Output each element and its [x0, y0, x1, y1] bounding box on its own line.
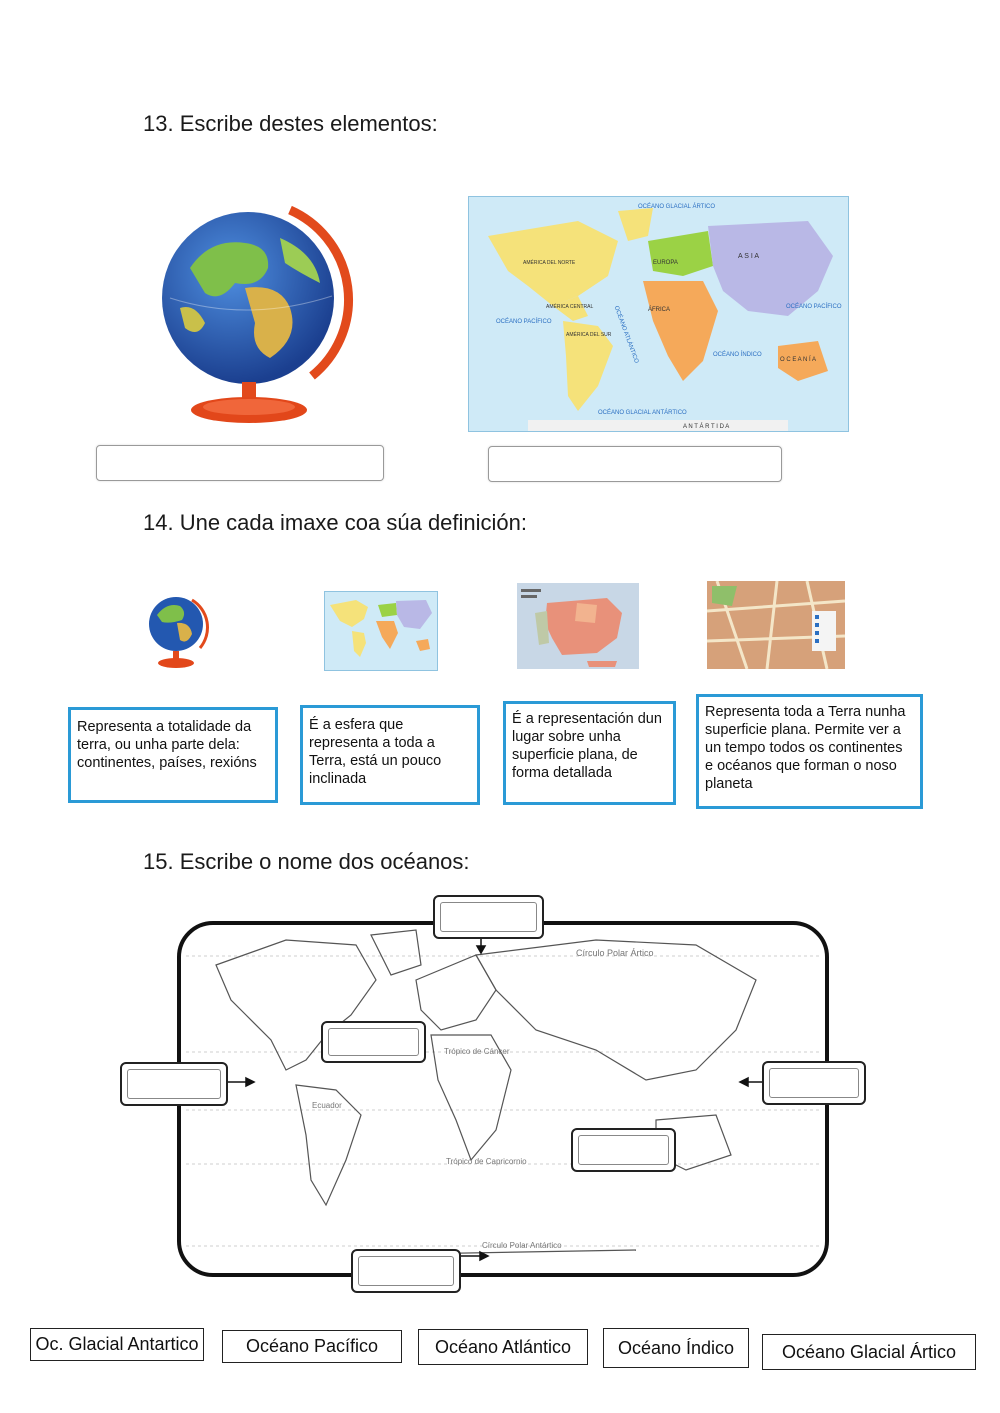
world-political-map: [468, 196, 850, 433]
line-label-cancer: Trópico de Cáncer: [444, 1047, 510, 1056]
map-label-oceania: O C E A N Í A: [780, 357, 817, 363]
ocean-input-field[interactable]: [769, 1068, 859, 1098]
definition-box-3[interactable]: É a representación dun lugar sobre unha superficie plana, de forma detallada: [503, 701, 676, 805]
ocean-chip-indico[interactable]: Océano Índico: [603, 1328, 749, 1368]
answer-input-map[interactable]: [488, 446, 782, 482]
ocean-input-pacifico-e[interactable]: [762, 1061, 866, 1105]
map-label-antartida: A N T Á R T I D A: [683, 424, 730, 430]
heading-15: 15. Escribe o nome dos océanos:: [143, 849, 470, 874]
map-label-america-central: AMÉRICA CENTRAL: [546, 304, 594, 310]
heading-13: 13. Escribe destes elementos:: [143, 111, 438, 136]
ocean-chip-atlantico[interactable]: Océano Atlántico: [418, 1329, 588, 1365]
definition-box-4[interactable]: Representa toda a Terra nunha superficie plana. Permite ver a un tempo todos os continentes e océanos que forman o noso planeta: [696, 694, 923, 809]
ocean-input-antartico[interactable]: [351, 1249, 461, 1293]
ocean-input-artico[interactable]: [433, 895, 544, 939]
line-label-capricornio: Trópico de Capricornio: [446, 1157, 527, 1166]
ocean-input-field[interactable]: [127, 1069, 221, 1099]
map-label-atlantico: OCÉANO ATLÁNTICO: [612, 305, 640, 365]
definition-box-2[interactable]: É a esfera que representa a toda a Terra, está un pouco inclinada: [300, 705, 480, 805]
map-label-glacial-antartico: OCÉANO GLACIAL ANTÁRTICO: [598, 410, 687, 416]
answer-input-globe[interactable]: [96, 445, 384, 481]
line-label-polar-antartico: Círculo Polar Antártico: [482, 1241, 562, 1250]
ocean-chip-antartico[interactable]: Oc. Glacial Antartico: [30, 1328, 204, 1361]
ocean-input-field[interactable]: [578, 1135, 669, 1165]
ocean-input-atlantico[interactable]: [321, 1021, 426, 1063]
globe-image: [150, 198, 370, 433]
ocean-input-pacifico-w[interactable]: [120, 1062, 228, 1106]
ocean-input-field[interactable]: [440, 902, 537, 932]
ocean-chip-artico[interactable]: Océano Glacial Ártico: [762, 1334, 976, 1370]
city-map-image: [707, 581, 845, 669]
heading-14: 14. Une cada imaxe coa súa definición:: [143, 510, 528, 535]
ocean-input-field[interactable]: [358, 1256, 454, 1286]
map-label-africa: ÁFRICA: [648, 307, 671, 313]
map-label-america-sur: AMÉRICA DEL SUR: [566, 332, 612, 338]
line-label-ecuador: Ecuador: [312, 1101, 342, 1110]
map-label-pacifico-e: OCÉANO PACÍFICO: [786, 304, 842, 310]
map-label-indico: OCÉANO ÍNDICO: [713, 352, 762, 358]
ocean-chip-pacifico[interactable]: Océano Pacífico: [222, 1330, 402, 1363]
line-label-polar-artico: Círculo Polar Ártico: [576, 948, 654, 958]
small-globe-image: [142, 590, 212, 672]
definition-box-1[interactable]: Representa a totalidade da terra, ou unha parte dela: continentes, países, rexións: [68, 707, 278, 803]
spain-map-image: [517, 583, 639, 669]
small-world-map-image: [324, 591, 438, 671]
map-label-glacial-artico: OCÉANO GLACIAL ÁRTICO: [638, 204, 716, 210]
world-outline-map: [176, 920, 830, 1278]
map-label-america-norte: AMÉRICA DEL NORTE: [523, 260, 576, 266]
map-label-asia: A S I A: [738, 253, 760, 260]
ocean-input-indico[interactable]: [571, 1128, 676, 1172]
ocean-input-field[interactable]: [328, 1028, 419, 1056]
map-label-europa: EUROPA: [653, 260, 678, 266]
map-label-pacifico-w: OCÉANO PACÍFICO: [496, 319, 552, 325]
